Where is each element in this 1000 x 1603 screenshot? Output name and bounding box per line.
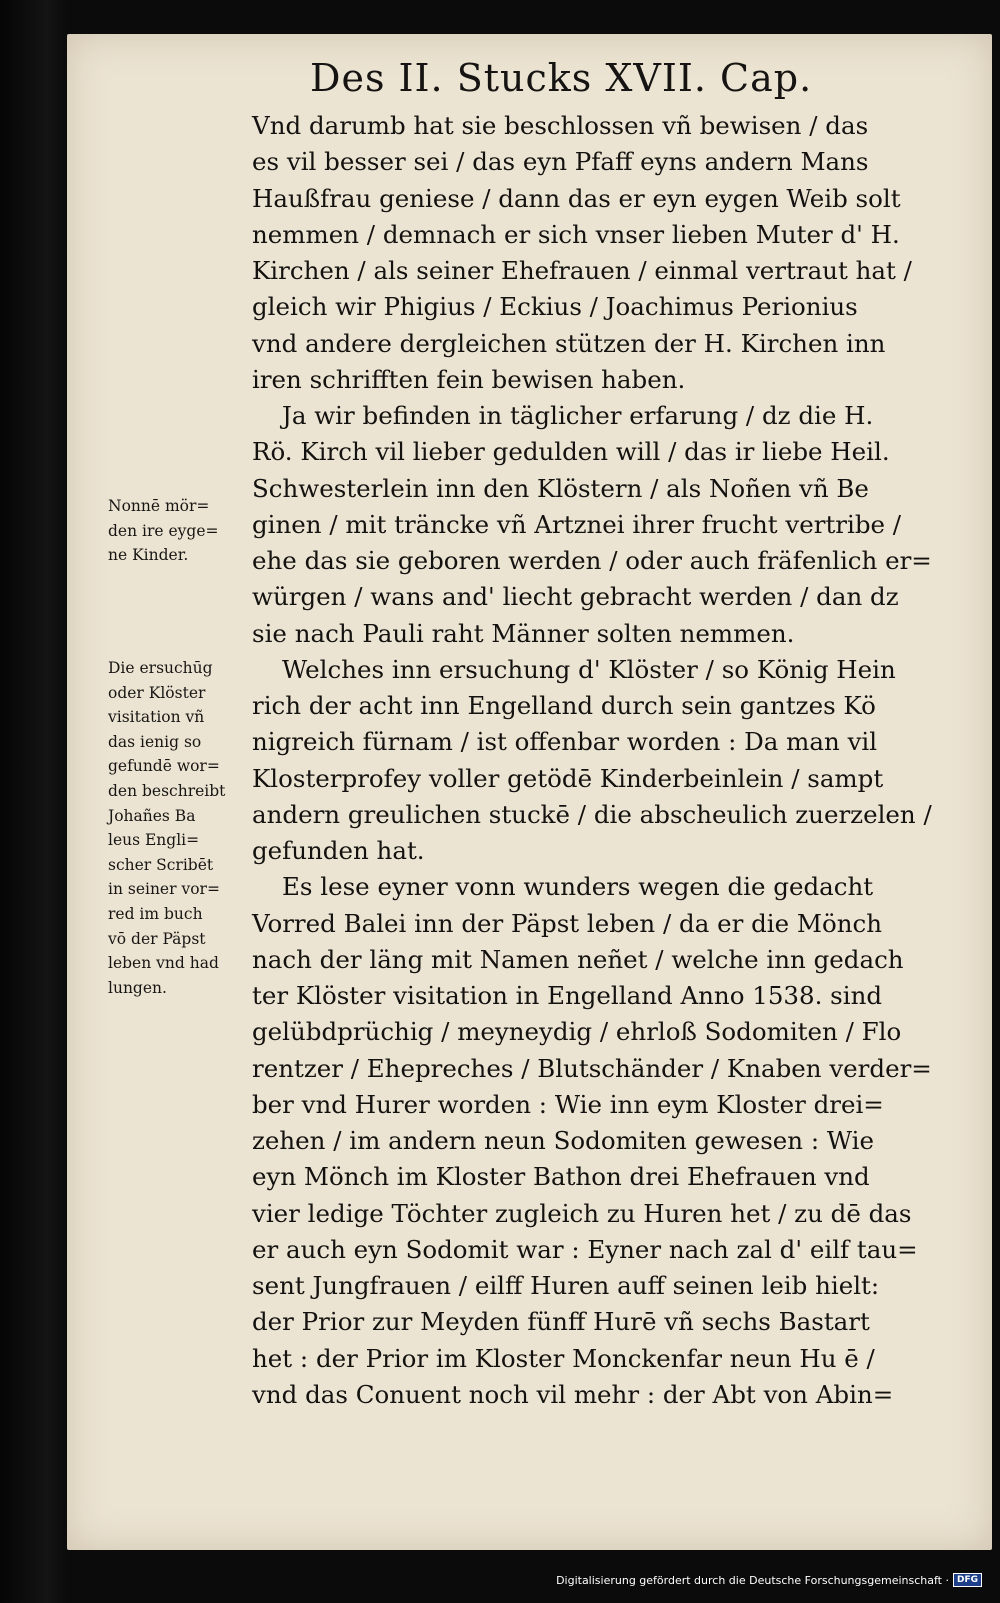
text-line: rentzer / Ehepreches / Blutschänder / Knaben verder= bbox=[252, 1053, 932, 1083]
marginal-line: gefundē wor= bbox=[108, 757, 220, 776]
text-line: Schwesterlein inn den Klöstern / als Noñen vñ Be bbox=[252, 473, 869, 503]
page-header: Des II. Stucks XVII. Cap. bbox=[310, 56, 813, 100]
text-line: Rö. Kirch vil lieber gedulden will / das ir liebe Heil. bbox=[252, 437, 890, 467]
text-line: iren schrifften fein bewisen haben. bbox=[252, 364, 686, 394]
text-line: ginen / mit träncke vñ Artznei ihrer frucht vertribe / bbox=[252, 509, 902, 539]
marginal-line: scher Scribēt bbox=[108, 855, 214, 874]
marginal-note-visitation bbox=[108, 656, 240, 1000]
text-line: sie nach Pauli raht Männer solten nemmen. bbox=[252, 618, 795, 648]
marginal-line: den ire eyge= bbox=[108, 521, 219, 540]
text-line: gelübdprüchig / meyneydig / ehrloß Sodomiten / Flo bbox=[252, 1017, 902, 1047]
text-line: Vorred Balei inn der Päpst leben / da er die Mönch bbox=[252, 908, 883, 938]
marginal-line: red im buch bbox=[108, 904, 203, 923]
text-line: er auch eyn Sodomit war : Eyner nach zal d' eilf tau= bbox=[252, 1234, 918, 1264]
marginal-line: Die ersuchūg bbox=[108, 659, 213, 677]
text-line: nigreich fürnam / ist offenbar worden : Da man vil bbox=[252, 727, 878, 757]
dfg-logo: DFG bbox=[953, 1573, 982, 1587]
text-line: gefunden hat. bbox=[252, 836, 425, 865]
text-line: Kirchen / als seiner Ehefrauen / einmal vertraut hat / bbox=[252, 256, 912, 285]
text-line: eyn Mönch im Kloster Bathon drei Ehefrauen vnd bbox=[252, 1162, 870, 1192]
marginal-line: vō der Päpst bbox=[108, 929, 206, 948]
facing-page-edge bbox=[0, 0, 67, 1603]
digitization-credit bbox=[556, 1573, 982, 1587]
marginal-note-infanticide bbox=[108, 494, 240, 568]
text-line: zehen / im andern neun Sodomiten gewesen : Wie bbox=[252, 1126, 874, 1155]
text-line: Ja wir befinden in täglicher erfarung / dz die H. bbox=[282, 401, 874, 430]
text-line: der Prior zur Meyden fünff Hurē vñ sechs Bastart bbox=[252, 1307, 870, 1337]
text-line: es vil besser sei / das eyn Pfaff eyns andern Mans bbox=[252, 147, 869, 177]
text-line: sent Jungfrauen / eilff Huren auff seinen leib hielt: bbox=[252, 1271, 880, 1300]
text-line: nemmen / demnach er sich vnser lieben Muter d' H. bbox=[252, 219, 900, 249]
marginal-line: visitation vñ bbox=[108, 708, 205, 727]
text-line: gleich wir Phigius / Eckius / Joachimus Perionius bbox=[252, 292, 858, 322]
text-line: vnd das Conuent noch vil mehr : der Abt von Abin= bbox=[252, 1379, 894, 1409]
marginal-line: lungen. bbox=[108, 978, 167, 997]
main-text-block bbox=[252, 108, 952, 1413]
marginal-line: den beschreibt bbox=[108, 781, 226, 800]
text-line: ter Klöster visitation in Engelland Anno 1538. sind bbox=[252, 981, 883, 1010]
marginal-line: leus Engli= bbox=[108, 831, 200, 850]
marginal-line: oder Klöster bbox=[108, 683, 206, 702]
marginal-line: leben vnd had bbox=[108, 954, 219, 973]
text-line: vier ledige Töchter zugleich zu Huren het / zu dē das bbox=[252, 1198, 912, 1228]
text-line: Klosterprofey voller getödē Kinderbeinlein / sampt bbox=[252, 763, 884, 793]
text-line: nach der läng mit Namen neñet / welche inn gedach bbox=[252, 944, 904, 974]
text-line: vnd andere dergleichen stützen der H. Kirchen inn bbox=[252, 328, 886, 358]
credit-text: Digitalisierung gefördert durch die Deutsche Forschungsgemeinschaft · bbox=[556, 1573, 949, 1587]
text-line: Vnd darumb hat sie beschlossen vñ bewisen / das bbox=[252, 111, 869, 140]
text-line: Welches inn ersuchung d' Klöster / so König Hein bbox=[282, 654, 896, 684]
text-line: Es lese eyner vonn wunders wegen die gedacht bbox=[282, 872, 874, 902]
marginal-line: ne Kinder. bbox=[108, 546, 189, 565]
marginal-line: in seiner vor= bbox=[108, 880, 220, 899]
marginal-line: das ienig so bbox=[108, 732, 202, 751]
text-line: Haußfrau geniese / dann das er eyn eygen Weib solt bbox=[252, 183, 901, 213]
text-line: ber vnd Hurer worden : Wie inn eym Kloster drei= bbox=[252, 1089, 884, 1119]
text-line: würgen / wans and' liecht gebracht werden / dan dz bbox=[252, 582, 899, 612]
marginal-line: Nonnē mör= bbox=[108, 497, 210, 515]
text-line: ehe das sie geboren werden / oder auch fräfenlich er= bbox=[252, 546, 932, 575]
marginal-line: Johañes Ba bbox=[108, 806, 196, 825]
text-line: rich der acht inn Engelland durch sein gantzes Kö bbox=[252, 691, 876, 720]
text-line: het : der Prior im Kloster Monckenfar neun Hu ē / bbox=[252, 1343, 875, 1373]
text-line: andern greulichen stuckē / die abscheulich zuerzelen / bbox=[252, 799, 932, 829]
